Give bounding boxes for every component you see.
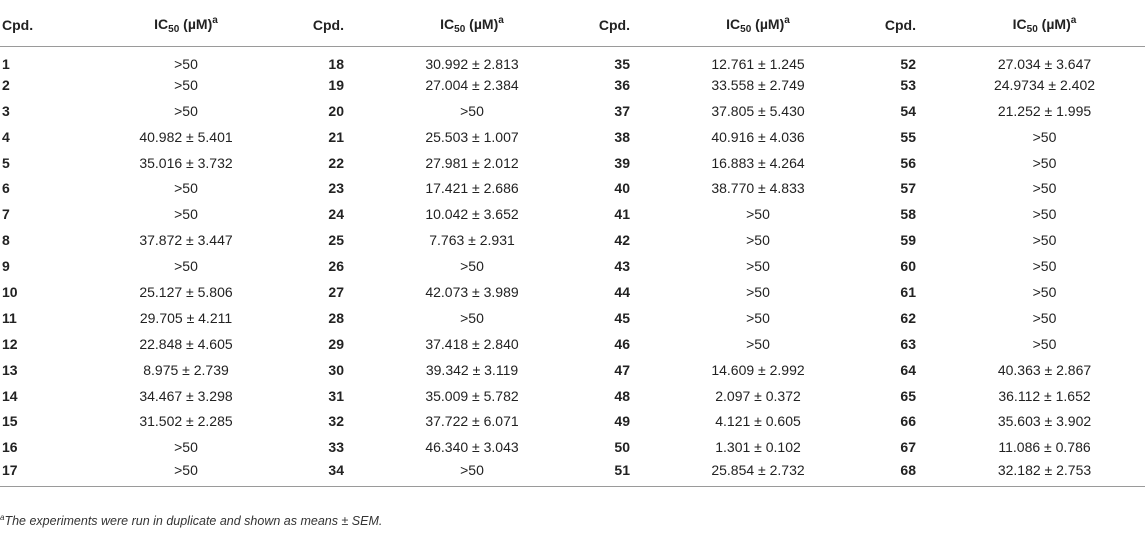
ic50-cell: 25.854 ± 2.732 xyxy=(658,460,858,486)
header-ic-sup: a xyxy=(212,14,218,26)
header-ic50-1 xyxy=(86,4,286,46)
header-ic-unit: (µM) xyxy=(465,15,499,32)
ic50-cell: >50 xyxy=(746,258,770,275)
cpd-cell: 3 xyxy=(2,102,10,119)
header-ic-sub: 50 xyxy=(1026,23,1038,35)
ic50-table-container xyxy=(0,4,1145,487)
cpd-cell: 12 xyxy=(2,335,18,352)
header-ic-unit: (µM) xyxy=(751,15,785,32)
cpd-cell: 54 xyxy=(900,102,916,119)
table-body xyxy=(0,46,1145,486)
cpd-cell: 35 xyxy=(614,55,630,72)
ic50-cell: >50 xyxy=(174,180,198,197)
ic50-cell: 35.009 ± 5.782 xyxy=(425,387,519,404)
ic50-cell: 10.042 ± 3.652 xyxy=(425,206,519,223)
ic50-cell: >50 xyxy=(1032,335,1057,352)
cpd-cell: 33 xyxy=(328,439,344,456)
table-row xyxy=(0,253,1145,279)
cpd-cell: 51 xyxy=(572,460,658,486)
cpd-cell: 43 xyxy=(614,258,630,275)
table-row xyxy=(0,305,1145,331)
header-ic-sub: 50 xyxy=(740,23,752,35)
table-row xyxy=(0,46,1145,72)
cpd-cell: 36 xyxy=(614,76,630,93)
cpd-cell: 66 xyxy=(900,413,916,430)
cpd-cell: 11 xyxy=(2,309,17,326)
cpd-cell: 62 xyxy=(900,309,916,326)
ic50-cell: 11.086 ± 0.786 xyxy=(998,439,1091,456)
cpd-cell: 48 xyxy=(614,387,630,404)
ic50-cell: 12.761 ± 1.245 xyxy=(711,55,805,72)
cpd-cell: 37 xyxy=(614,102,630,119)
ic50-cell: >50 xyxy=(746,232,770,249)
cpd-cell: 29 xyxy=(328,335,344,352)
cpd-cell: 64 xyxy=(900,361,916,378)
cpd-cell: 68 xyxy=(858,460,944,486)
ic50-cell: >50 xyxy=(174,258,198,275)
table-header xyxy=(0,4,1145,46)
header-row xyxy=(0,4,1145,46)
header-cpd-2: Cpd. xyxy=(286,4,372,46)
cpd-cell: 4 xyxy=(2,128,10,145)
ic50-cell: 1.301 ± 0.102 xyxy=(715,439,801,456)
ic50-cell: 39.342 ± 3.119 xyxy=(425,361,519,378)
cpd-cell: 2 xyxy=(2,76,10,93)
ic50-cell: >50 xyxy=(1032,206,1057,223)
header-ic-prefix: IC xyxy=(726,15,741,32)
cpd-cell: 15 xyxy=(2,413,18,430)
ic50-cell: 21.252 ± 1.995 xyxy=(997,102,1092,119)
table-row xyxy=(0,227,1145,253)
cpd-cell: 25 xyxy=(328,232,344,249)
cpd-cell: 67 xyxy=(900,439,916,456)
cpd-cell: 55 xyxy=(900,128,916,145)
table-row xyxy=(0,124,1145,150)
header-ic-unit: (µM) xyxy=(179,15,213,32)
header-ic-sub: 50 xyxy=(454,23,466,35)
table-row xyxy=(0,279,1145,305)
ic50-cell: >50 xyxy=(174,55,198,72)
header-cpd-3: Cpd. xyxy=(572,4,658,46)
cpd-cell: 6 xyxy=(2,180,10,197)
ic50-cell: 27.034 ± 3.647 xyxy=(997,55,1092,72)
ic50-cell: 37.418 ± 2.840 xyxy=(425,335,519,352)
ic50-table xyxy=(0,4,1145,487)
cpd-cell: 39 xyxy=(614,154,630,171)
ic50-cell: 40.982 ± 5.401 xyxy=(139,128,233,145)
ic50-cell: 14.609 ± 2.992 xyxy=(711,361,805,378)
ic50-cell: >50 xyxy=(1032,258,1057,275)
cpd-cell: 42 xyxy=(614,232,630,249)
footnote-marker: a xyxy=(0,513,5,522)
cpd-cell: 21 xyxy=(328,128,344,145)
ic50-cell: 25.127 ± 5.806 xyxy=(139,283,233,300)
ic50-cell: 32.182 ± 2.753 xyxy=(944,460,1145,486)
ic50-cell: >50 xyxy=(460,258,484,275)
header-cpd-4: Cpd. xyxy=(858,4,944,46)
cpd-cell: 57 xyxy=(900,180,916,197)
ic50-cell: 7.763 ± 2.931 xyxy=(429,232,515,249)
cpd-cell: 19 xyxy=(328,76,344,93)
cpd-cell: 59 xyxy=(900,232,916,249)
table-footnote xyxy=(0,513,382,528)
ic50-cell: >50 xyxy=(746,206,770,223)
cpd-cell: 58 xyxy=(900,206,916,223)
header-cpd-1: Cpd. xyxy=(0,4,86,46)
ic50-cell: 37.722 ± 6.071 xyxy=(425,413,519,430)
ic50-cell: 8.975 ± 2.739 xyxy=(143,361,229,378)
ic50-cell: >50 xyxy=(746,335,770,352)
ic50-cell: 38.770 ± 4.833 xyxy=(711,180,805,197)
table-row xyxy=(0,72,1145,98)
ic50-cell: 37.872 ± 3.447 xyxy=(139,232,233,249)
cpd-cell: 17 xyxy=(0,460,86,486)
header-ic-sub: 50 xyxy=(168,23,180,35)
ic50-cell: 33.558 ± 2.749 xyxy=(711,76,805,93)
ic50-cell: >50 xyxy=(86,460,286,486)
cpd-cell: 5 xyxy=(2,154,10,171)
cpd-cell: 22 xyxy=(328,154,344,171)
ic50-cell: 27.004 ± 2.384 xyxy=(425,76,519,93)
cpd-cell: 41 xyxy=(614,206,630,223)
table-row xyxy=(0,383,1145,409)
header-ic-sup: a xyxy=(784,14,790,26)
header-ic-prefix: IC xyxy=(154,15,169,32)
ic50-cell: >50 xyxy=(460,309,484,326)
ic50-cell: 2.097 ± 0.372 xyxy=(715,387,801,404)
table-row xyxy=(0,150,1145,176)
cpd-cell: 63 xyxy=(900,335,916,352)
cpd-cell: 34 xyxy=(286,460,372,486)
ic50-cell: >50 xyxy=(1032,232,1057,249)
cpd-cell: 23 xyxy=(328,180,344,197)
cpd-cell: 8 xyxy=(2,232,10,249)
table-row xyxy=(0,357,1145,383)
ic50-cell: 40.916 ± 4.036 xyxy=(711,128,805,145)
header-ic-unit: (µM) xyxy=(1037,15,1071,32)
table-row xyxy=(0,434,1145,460)
ic50-cell: 27.981 ± 2.012 xyxy=(425,154,519,171)
cpd-cell: 50 xyxy=(614,439,630,456)
ic50-cell: >50 xyxy=(1032,154,1057,171)
cpd-cell: 28 xyxy=(328,309,344,326)
cpd-cell: 65 xyxy=(900,387,916,404)
cpd-cell: 16 xyxy=(2,439,18,456)
table-row xyxy=(0,98,1145,124)
header-ic50-3 xyxy=(658,4,858,46)
cpd-cell: 13 xyxy=(2,361,18,378)
ic50-cell: 31.502 ± 2.285 xyxy=(139,413,233,430)
cpd-cell: 24 xyxy=(328,206,344,223)
cpd-cell: 40 xyxy=(614,180,630,197)
table-row xyxy=(0,331,1145,357)
cpd-cell: 1 xyxy=(2,55,10,72)
table-row xyxy=(0,175,1145,201)
ic50-cell: >50 xyxy=(1032,180,1057,197)
ic50-cell: >50 xyxy=(1032,309,1057,326)
cpd-cell: 32 xyxy=(328,413,344,430)
ic50-cell: 40.363 ± 2.867 xyxy=(997,361,1092,378)
ic50-cell: >50 xyxy=(1032,283,1057,300)
cpd-cell: 47 xyxy=(614,361,630,378)
cpd-cell: 45 xyxy=(614,309,630,326)
header-ic-sup: a xyxy=(1070,14,1077,26)
ic50-cell: 30.992 ± 2.813 xyxy=(425,55,519,72)
ic50-cell: 25.503 ± 1.007 xyxy=(425,128,519,145)
cpd-cell: 49 xyxy=(614,413,630,430)
ic50-cell: >50 xyxy=(1032,128,1057,145)
ic50-cell: >50 xyxy=(746,309,770,326)
ic50-cell: 35.603 ± 3.902 xyxy=(997,413,1092,430)
cpd-cell: 56 xyxy=(900,154,916,171)
ic50-cell: >50 xyxy=(372,460,572,486)
ic50-cell: >50 xyxy=(174,76,198,93)
cpd-cell: 53 xyxy=(900,76,916,93)
cpd-cell: 10 xyxy=(2,283,18,300)
ic50-cell: 17.421 ± 2.686 xyxy=(425,180,519,197)
cpd-cell: 26 xyxy=(328,258,344,275)
ic50-cell: 42.073 ± 3.989 xyxy=(425,283,519,300)
cpd-cell: 7 xyxy=(2,206,10,223)
cpd-cell: 14 xyxy=(2,387,18,404)
ic50-cell: 34.467 ± 3.298 xyxy=(139,387,233,404)
ic50-cell: 22.848 ± 4.605 xyxy=(139,335,233,352)
ic50-cell: 4.121 ± 0.605 xyxy=(715,413,801,430)
ic50-cell: 16.883 ± 4.264 xyxy=(711,154,805,171)
header-ic50-4 xyxy=(944,4,1145,46)
cpd-cell: 18 xyxy=(328,55,344,72)
cpd-cell: 44 xyxy=(614,283,630,300)
cpd-cell: 30 xyxy=(328,361,344,378)
ic50-cell: 46.340 ± 3.043 xyxy=(425,439,519,456)
cpd-cell: 9 xyxy=(2,258,10,275)
table-row xyxy=(0,201,1145,227)
cpd-cell: 61 xyxy=(900,283,916,300)
cpd-cell: 60 xyxy=(900,258,916,275)
ic50-cell: >50 xyxy=(746,283,770,300)
table-row xyxy=(0,460,1145,486)
ic50-cell: >50 xyxy=(460,102,484,119)
table-row xyxy=(0,408,1145,434)
ic50-cell: >50 xyxy=(174,102,198,119)
ic50-cell: >50 xyxy=(174,206,198,223)
ic50-cell: >50 xyxy=(174,439,198,456)
cpd-cell: 38 xyxy=(614,128,630,145)
header-ic50-2 xyxy=(372,4,572,46)
footnote-text: The experiments were run in duplicate and shown as means ± SEM. xyxy=(4,514,383,528)
header-ic-sup: a xyxy=(498,14,504,26)
cpd-cell: 27 xyxy=(328,283,344,300)
cpd-cell: 46 xyxy=(614,335,630,352)
cpd-cell: 20 xyxy=(328,102,344,119)
ic50-cell: 29.705 ± 4.211 xyxy=(139,309,233,326)
ic50-cell: 37.805 ± 5.430 xyxy=(711,102,805,119)
ic50-cell: 36.112 ± 1.652 xyxy=(998,387,1091,404)
cpd-cell: 52 xyxy=(900,55,916,72)
ic50-cell: 24.9734 ± 2.402 xyxy=(993,76,1096,93)
ic50-cell: 35.016 ± 3.732 xyxy=(139,154,233,171)
header-ic-prefix: IC xyxy=(1012,15,1027,32)
cpd-cell: 31 xyxy=(328,387,344,404)
header-ic-prefix: IC xyxy=(440,15,455,32)
